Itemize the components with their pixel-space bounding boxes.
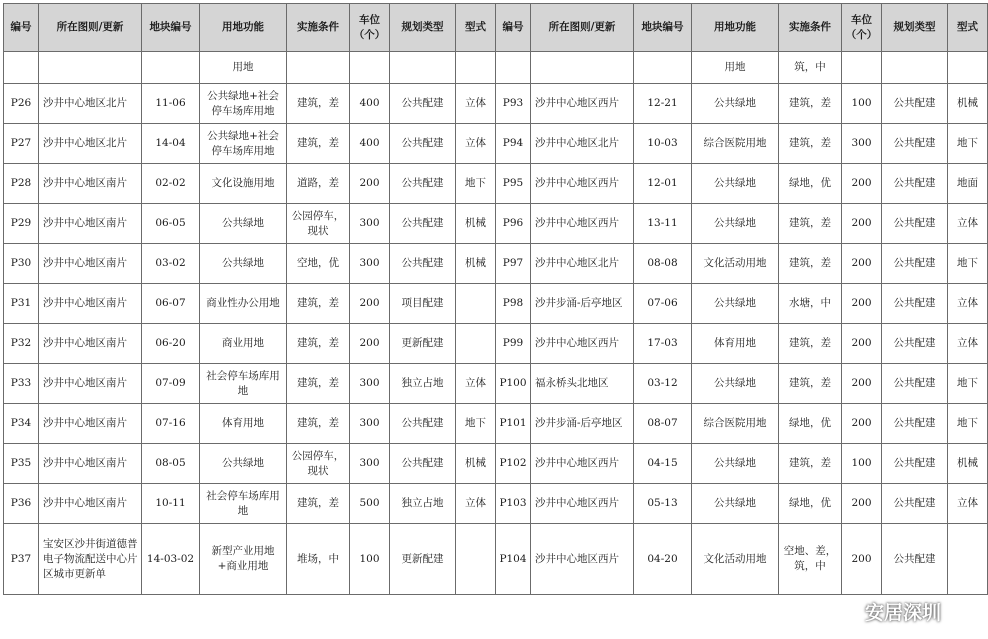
table-cell: P93 bbox=[496, 84, 531, 124]
table-cell: 200 bbox=[842, 524, 882, 595]
table-cell: 建筑，差 bbox=[287, 84, 350, 124]
table-cell: 建筑，差 bbox=[287, 404, 350, 444]
table-cell: 建筑，差 bbox=[779, 364, 842, 404]
table-cell: 200 bbox=[842, 484, 882, 524]
table-cell: 300 bbox=[842, 124, 882, 164]
table-row bbox=[4, 364, 988, 404]
table-cell: 公共绿地 bbox=[200, 204, 287, 244]
column-header: 实施条件 bbox=[287, 4, 350, 52]
table-cell: 立体 bbox=[456, 84, 496, 124]
table-cell: 13-11 bbox=[634, 204, 692, 244]
table-cell: 机械 bbox=[948, 444, 988, 484]
table-cell: P94 bbox=[496, 124, 531, 164]
table-cell: P96 bbox=[496, 204, 531, 244]
table-cell: 200 bbox=[350, 284, 390, 324]
table-cell: P32 bbox=[4, 324, 39, 364]
table-cell: P103 bbox=[496, 484, 531, 524]
table-cell: P100 bbox=[496, 364, 531, 404]
table-cell: 公共配建 bbox=[882, 124, 948, 164]
table-cell: 立体 bbox=[456, 484, 496, 524]
table-cell: 绿地，优 bbox=[779, 164, 842, 204]
table-cell: 公共绿地+社会停车场库用地 bbox=[200, 84, 287, 124]
table-cell: 机械 bbox=[456, 244, 496, 284]
table-cell: 200 bbox=[842, 364, 882, 404]
table-cell: 沙井步涌-后亭地区 bbox=[531, 404, 634, 444]
table-cell: 立体 bbox=[948, 324, 988, 364]
table-cell: 02-02 bbox=[142, 164, 200, 204]
table-cell: 道路，差 bbox=[287, 164, 350, 204]
table-cell: 地下 bbox=[456, 164, 496, 204]
table-cell: 公共配建 bbox=[390, 444, 456, 484]
table-cell: 地面 bbox=[948, 164, 988, 204]
table-cell: 100 bbox=[842, 444, 882, 484]
table-cell: 04-20 bbox=[634, 524, 692, 595]
table-cell: P37 bbox=[4, 524, 39, 595]
table-cell: 社会停车场库用地 bbox=[200, 484, 287, 524]
table-cell bbox=[882, 52, 948, 84]
table-row bbox=[4, 524, 988, 595]
table-cell: 08-07 bbox=[634, 404, 692, 444]
table-cell: 沙井中心地区南片 bbox=[39, 324, 142, 364]
table-cell: 筑，中 bbox=[779, 52, 842, 84]
table-cell: 建筑，差 bbox=[287, 484, 350, 524]
table-cell: 公共配建 bbox=[390, 404, 456, 444]
table-cell: P34 bbox=[4, 404, 39, 444]
table-cell: 公共绿地 bbox=[692, 284, 779, 324]
table-cell: 公共配建 bbox=[882, 404, 948, 444]
table-cell: 03-02 bbox=[142, 244, 200, 284]
table-cell: 公共配建 bbox=[390, 164, 456, 204]
column-header: 用地功能 bbox=[692, 4, 779, 52]
table-cell: 用地 bbox=[200, 52, 287, 84]
table-cell: 建筑，差 bbox=[779, 244, 842, 284]
table-cell: 06-07 bbox=[142, 284, 200, 324]
table-cell: 公共配建 bbox=[882, 524, 948, 595]
table-cell: 体育用地 bbox=[692, 324, 779, 364]
table-cell: 06-20 bbox=[142, 324, 200, 364]
table-cell: 沙井中心地区北片 bbox=[39, 124, 142, 164]
table-row bbox=[4, 164, 988, 204]
table-cell: 文化设施用地 bbox=[200, 164, 287, 204]
table-cell: 沙井中心地区西片 bbox=[531, 444, 634, 484]
table-cell: 公共配建 bbox=[882, 444, 948, 484]
column-header: 地块编号 bbox=[142, 4, 200, 52]
table-cell: 更新配建 bbox=[390, 324, 456, 364]
table-cell: 公共配建 bbox=[882, 164, 948, 204]
table-cell bbox=[531, 52, 634, 84]
table-cell: 文化活动用地 bbox=[692, 244, 779, 284]
table-cell: 建筑，差 bbox=[779, 204, 842, 244]
table-cell: 建筑，差 bbox=[779, 84, 842, 124]
table-cell: P30 bbox=[4, 244, 39, 284]
table-cell: 100 bbox=[842, 84, 882, 124]
table-cell: 地下 bbox=[456, 404, 496, 444]
table-cell: 机械 bbox=[456, 444, 496, 484]
table-cell: P29 bbox=[4, 204, 39, 244]
parking-plan-table bbox=[3, 3, 988, 595]
column-header: 型式 bbox=[456, 4, 496, 52]
table-cell: 公共绿地 bbox=[692, 364, 779, 404]
table-cell: 建筑，差 bbox=[287, 364, 350, 404]
table-cell: 独立占地 bbox=[390, 484, 456, 524]
table-cell: 公共绿地 bbox=[692, 84, 779, 124]
table-cell: 沙井中心地区南片 bbox=[39, 404, 142, 444]
column-header: 用地功能 bbox=[200, 4, 287, 52]
header-row bbox=[4, 4, 988, 52]
table-cell: 公共绿地 bbox=[692, 444, 779, 484]
table-cell: 100 bbox=[350, 524, 390, 595]
table-cell: 综合医院用地 bbox=[692, 404, 779, 444]
table-cell: 建筑，差 bbox=[287, 124, 350, 164]
table-cell: 沙井中心地区南片 bbox=[39, 364, 142, 404]
table-cell: 水塘，中 bbox=[779, 284, 842, 324]
table-row bbox=[4, 84, 988, 124]
table-cell: 公园停车，现状 bbox=[287, 444, 350, 484]
table-cell: 商业性办公用地 bbox=[200, 284, 287, 324]
table-cell: 300 bbox=[350, 364, 390, 404]
table-cell bbox=[634, 52, 692, 84]
table-cell: 空地，优 bbox=[287, 244, 350, 284]
table-body bbox=[4, 52, 988, 595]
table-cell: 17-03 bbox=[634, 324, 692, 364]
table-row bbox=[4, 444, 988, 484]
table-cell: 07-16 bbox=[142, 404, 200, 444]
table-cell: P102 bbox=[496, 444, 531, 484]
table-cell: 400 bbox=[350, 84, 390, 124]
table-cell: 立体 bbox=[456, 124, 496, 164]
column-header: 规划类型 bbox=[390, 4, 456, 52]
table-cell: 建筑，差 bbox=[287, 284, 350, 324]
table-cell: 立体 bbox=[456, 364, 496, 404]
table-cell: 更新配建 bbox=[390, 524, 456, 595]
table-cell: 地下 bbox=[948, 404, 988, 444]
table-cell bbox=[39, 52, 142, 84]
table-cell: 08-08 bbox=[634, 244, 692, 284]
table-cell: P28 bbox=[4, 164, 39, 204]
table-cell: 公共配建 bbox=[882, 284, 948, 324]
table-cell: 绿地，优 bbox=[779, 404, 842, 444]
table-cell: 体育用地 bbox=[200, 404, 287, 444]
table-cell: 公共配建 bbox=[882, 484, 948, 524]
table-cell: 机械 bbox=[456, 204, 496, 244]
table-cell: 沙井中心地区西片 bbox=[531, 84, 634, 124]
table-cell: 独立占地 bbox=[390, 364, 456, 404]
table-cell: 200 bbox=[842, 324, 882, 364]
table-cell: 400 bbox=[350, 124, 390, 164]
column-header: 实施条件 bbox=[779, 4, 842, 52]
table-cell: 300 bbox=[350, 244, 390, 284]
table-cell: 堆场，中 bbox=[287, 524, 350, 595]
table-cell bbox=[456, 524, 496, 595]
table-cell: 公共配建 bbox=[390, 84, 456, 124]
table-row bbox=[4, 484, 988, 524]
table-cell: 沙井中心地区西片 bbox=[531, 324, 634, 364]
table-row bbox=[4, 284, 988, 324]
table-cell: 公共绿地 bbox=[692, 484, 779, 524]
column-header: 规划类型 bbox=[882, 4, 948, 52]
table-cell: 200 bbox=[842, 404, 882, 444]
table-cell: 建筑，差 bbox=[287, 324, 350, 364]
table-cell: 公共配建 bbox=[882, 84, 948, 124]
table-cell: 公共配建 bbox=[390, 204, 456, 244]
table-cell: 综合医院用地 bbox=[692, 124, 779, 164]
table-cell: 05-13 bbox=[634, 484, 692, 524]
table-cell: 立体 bbox=[948, 484, 988, 524]
watermark-text: 安居深圳 bbox=[864, 602, 941, 624]
table-cell: 地下 bbox=[948, 244, 988, 284]
table-cell bbox=[142, 52, 200, 84]
table-cell: 200 bbox=[842, 164, 882, 204]
table-cell: 社会停车场库用地 bbox=[200, 364, 287, 404]
table-cell: 建筑，差 bbox=[779, 124, 842, 164]
table-cell: P104 bbox=[496, 524, 531, 595]
table-cell: 沙井中心地区南片 bbox=[39, 284, 142, 324]
table-cell: 沙井中心地区西片 bbox=[531, 164, 634, 204]
table-cell: 沙井中心地区西片 bbox=[531, 204, 634, 244]
table-cell: 10-03 bbox=[634, 124, 692, 164]
table-cell: 沙井步涌-后亭地区 bbox=[531, 284, 634, 324]
table-cell: 公园停车，现状 bbox=[287, 204, 350, 244]
table-cell: 立体 bbox=[948, 284, 988, 324]
table-cell: 08-05 bbox=[142, 444, 200, 484]
table-cell: P97 bbox=[496, 244, 531, 284]
table-cell: P35 bbox=[4, 444, 39, 484]
table-cell: 建筑，差 bbox=[779, 444, 842, 484]
column-header: 编号 bbox=[4, 4, 39, 52]
table-cell: 12-01 bbox=[634, 164, 692, 204]
table-row bbox=[4, 204, 988, 244]
table-cell: 11-06 bbox=[142, 84, 200, 124]
table-cell: 公共配建 bbox=[390, 124, 456, 164]
table-cell bbox=[456, 284, 496, 324]
table-cell: 公共绿地 bbox=[200, 444, 287, 484]
table-cell: 300 bbox=[350, 204, 390, 244]
table-cell: 200 bbox=[842, 204, 882, 244]
table-cell: 新型产业用地+商业用地 bbox=[200, 524, 287, 595]
table-cell: 沙井中心地区西片 bbox=[531, 484, 634, 524]
table-cell: 沙井中心地区南片 bbox=[39, 484, 142, 524]
table-row bbox=[4, 244, 988, 284]
table-cell: 04-15 bbox=[634, 444, 692, 484]
table-cell: 地下 bbox=[948, 364, 988, 404]
table-row bbox=[4, 52, 988, 84]
table-cell: 公共配建 bbox=[882, 324, 948, 364]
table-cell: P33 bbox=[4, 364, 39, 404]
column-header: 型式 bbox=[948, 4, 988, 52]
table-cell: P101 bbox=[496, 404, 531, 444]
table-cell bbox=[4, 52, 39, 84]
table-row bbox=[4, 324, 988, 364]
table-cell: 机械 bbox=[948, 84, 988, 124]
table-cell: 06-05 bbox=[142, 204, 200, 244]
table-cell: 沙井中心地区西片 bbox=[531, 524, 634, 595]
table-cell: 地下 bbox=[948, 124, 988, 164]
table-cell: 建筑，差 bbox=[779, 324, 842, 364]
table-cell: 12-21 bbox=[634, 84, 692, 124]
table-cell: 沙井中心地区北片 bbox=[39, 84, 142, 124]
table-row bbox=[4, 124, 988, 164]
table-cell: 公共绿地 bbox=[692, 164, 779, 204]
table-cell: 空地、差，筑，中 bbox=[779, 524, 842, 595]
column-header: 编号 bbox=[496, 4, 531, 52]
table-cell: 公共配建 bbox=[882, 364, 948, 404]
table-cell: 500 bbox=[350, 484, 390, 524]
table-cell: 200 bbox=[350, 164, 390, 204]
column-header: 车位（个） bbox=[350, 4, 390, 52]
table-cell: P27 bbox=[4, 124, 39, 164]
table-cell: P26 bbox=[4, 84, 39, 124]
table-cell: 用地 bbox=[692, 52, 779, 84]
table-cell: 福永桥头北地区 bbox=[531, 364, 634, 404]
table-cell: 公共配建 bbox=[882, 204, 948, 244]
table-cell: 200 bbox=[842, 244, 882, 284]
table-cell bbox=[948, 52, 988, 84]
table-header bbox=[4, 4, 988, 52]
table-cell: P36 bbox=[4, 484, 39, 524]
watermark bbox=[841, 598, 941, 625]
column-header: 所在图则/更新 bbox=[531, 4, 634, 52]
table-cell: 200 bbox=[350, 324, 390, 364]
table-cell: 300 bbox=[350, 404, 390, 444]
table-cell: 绿地，优 bbox=[779, 484, 842, 524]
table-cell: 300 bbox=[350, 444, 390, 484]
table-cell: P95 bbox=[496, 164, 531, 204]
table-cell: 07-09 bbox=[142, 364, 200, 404]
table-cell: 沙井中心地区南片 bbox=[39, 444, 142, 484]
table-cell: 03-12 bbox=[634, 364, 692, 404]
table-cell bbox=[496, 52, 531, 84]
table-cell bbox=[390, 52, 456, 84]
table-cell bbox=[948, 524, 988, 595]
table-cell: 沙井中心地区南片 bbox=[39, 204, 142, 244]
table-cell bbox=[287, 52, 350, 84]
table-cell: 公共配建 bbox=[390, 244, 456, 284]
table-cell: P98 bbox=[496, 284, 531, 324]
table-cell: 07-06 bbox=[634, 284, 692, 324]
table-cell: 沙井中心地区南片 bbox=[39, 244, 142, 284]
table-cell: 文化活动用地 bbox=[692, 524, 779, 595]
table-cell: 公共配建 bbox=[882, 244, 948, 284]
wechat-icon bbox=[841, 603, 861, 621]
table-cell: 沙井中心地区北片 bbox=[531, 244, 634, 284]
table-cell bbox=[842, 52, 882, 84]
column-header: 车位（个） bbox=[842, 4, 882, 52]
table-cell: 沙井中心地区北片 bbox=[531, 124, 634, 164]
table-cell: 宝安区沙井街道德普电子物流配送中心片区城市更新单 bbox=[39, 524, 142, 595]
table-cell: 公共绿地 bbox=[692, 204, 779, 244]
table-cell: P31 bbox=[4, 284, 39, 324]
table-cell: 200 bbox=[842, 284, 882, 324]
table-cell: 项目配建 bbox=[390, 284, 456, 324]
column-header: 地块编号 bbox=[634, 4, 692, 52]
table-cell: 公共绿地+社会停车场库用地 bbox=[200, 124, 287, 164]
table-cell: 10-11 bbox=[142, 484, 200, 524]
table-cell: 沙井中心地区南片 bbox=[39, 164, 142, 204]
table-row bbox=[4, 404, 988, 444]
table-cell: 14-03-02 bbox=[142, 524, 200, 595]
table-cell: 公共绿地 bbox=[200, 244, 287, 284]
table-cell: 立体 bbox=[948, 204, 988, 244]
table-cell bbox=[456, 52, 496, 84]
table-cell bbox=[350, 52, 390, 84]
table-cell: P99 bbox=[496, 324, 531, 364]
table-cell: 14-04 bbox=[142, 124, 200, 164]
table-cell: 商业用地 bbox=[200, 324, 287, 364]
column-header: 所在图则/更新 bbox=[39, 4, 142, 52]
table-cell bbox=[456, 324, 496, 364]
